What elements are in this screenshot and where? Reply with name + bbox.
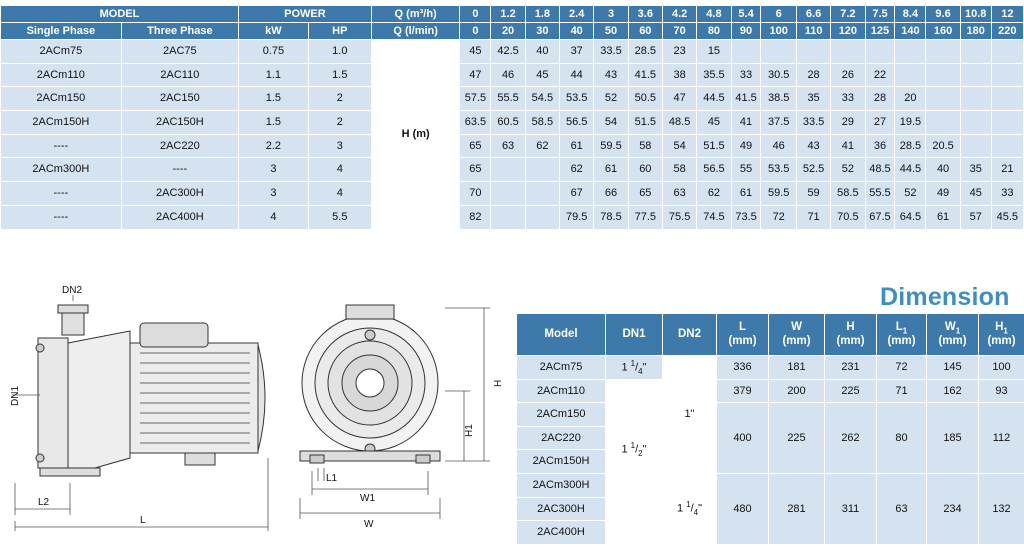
head-value: 22 <box>865 63 895 87</box>
head-value <box>960 134 991 158</box>
head-value: 47 <box>662 87 696 111</box>
head-value: 26 <box>831 63 865 87</box>
head-value <box>991 63 1023 87</box>
dim-h-header: H (mm) <box>825 314 877 356</box>
three-phase-model: 2AC400H <box>121 205 238 229</box>
dim-model-cell: 2ACm150 <box>517 403 606 427</box>
table-row <box>1 205 1024 229</box>
dim-h1-cell: 93 <box>979 379 1024 403</box>
flow-lmin-cell: 20 <box>491 23 525 40</box>
q-m3h-header: Q (m³/h) <box>371 6 460 23</box>
pump-casing <box>68 331 130 468</box>
outlet-flange <box>62 311 84 335</box>
head-value: 51.5 <box>697 134 731 158</box>
terminal-box <box>140 323 208 347</box>
head-value: 45 <box>525 63 559 87</box>
head-value <box>491 182 525 206</box>
dim-dn2-cell: 1 $^1/_4$" <box>663 473 717 544</box>
flow-m3h-cell: 7.5 <box>865 6 895 23</box>
head-value: 46 <box>491 63 525 87</box>
power-hp: 1.0 <box>308 40 371 64</box>
dim-h1-cell: 132 <box>979 473 1024 544</box>
dim-w-header: W (mm) <box>769 314 825 356</box>
table-row <box>1 158 1024 182</box>
dim-l-cell: 379 <box>717 379 769 403</box>
three-phase-model: 2AC110 <box>121 63 238 87</box>
head-value: 41.5 <box>628 63 662 87</box>
flow-lmin-cell: 220 <box>991 23 1023 40</box>
head-value: 79.5 <box>560 205 594 229</box>
head-value: 67 <box>560 182 594 206</box>
head-value: 33 <box>731 63 761 87</box>
head-value: 45 <box>460 40 491 64</box>
label-dn2: DN2 <box>62 285 83 296</box>
label-h: H <box>493 379 504 387</box>
head-label: H (m) <box>371 40 460 230</box>
dim-dn2-cell: 1" <box>663 356 717 474</box>
head-value: 57 <box>960 205 991 229</box>
three-phase-model: 2AC150H <box>121 111 238 135</box>
label-dn1: DN1 <box>10 385 21 406</box>
head-value: 47 <box>460 63 491 87</box>
head-value: 44 <box>560 63 594 87</box>
head-value: 70.5 <box>831 205 865 229</box>
head-value <box>796 40 830 64</box>
flow-m3h-cell: 7.2 <box>831 6 865 23</box>
flow-m3h-cell: 3 <box>594 6 628 23</box>
head-value: 58 <box>662 158 696 182</box>
head-value: 72 <box>761 205 796 229</box>
head-value: 62 <box>560 158 594 182</box>
head-value: 63 <box>491 134 525 158</box>
head-value: 36 <box>865 134 895 158</box>
head-value <box>865 40 895 64</box>
dim-l1-cell: 63 <box>877 473 927 544</box>
outlet-cap <box>58 305 88 313</box>
motor-body <box>130 343 258 453</box>
head-value: 44.5 <box>895 158 926 182</box>
head-value: 38.5 <box>761 87 796 111</box>
dim-model-cell: 2ACm110 <box>517 379 606 403</box>
single-phase-model: 2ACm150 <box>1 87 122 111</box>
head-value: 45 <box>960 182 991 206</box>
inlet-flange <box>38 338 68 468</box>
single-phase-model: 2ACm75 <box>1 40 122 64</box>
head-value: 60.5 <box>491 111 525 135</box>
head-value: 70 <box>460 182 491 206</box>
power-hp: 4 <box>308 182 371 206</box>
flow-lmin-cell: 80 <box>697 23 731 40</box>
three-phase-header: Three Phase <box>121 23 238 40</box>
head-value: 40 <box>525 40 559 64</box>
three-phase-model: ---- <box>121 158 238 182</box>
performance-table-body <box>1 40 1024 230</box>
flow-m3h-cell: 4.2 <box>662 6 696 23</box>
head-value <box>991 134 1023 158</box>
head-value: 28 <box>796 63 830 87</box>
head-value: 61 <box>560 134 594 158</box>
dim-l1-header: $L_1$ (mm) <box>877 314 927 356</box>
head-value <box>926 40 960 64</box>
q-lmin-header: Q (l/min) <box>371 23 460 40</box>
dim-w-cell: 181 <box>769 356 825 380</box>
dim-h-cell: 262 <box>825 403 877 474</box>
head-value: 30.5 <box>761 63 796 87</box>
flow-m3h-cell: 6.6 <box>796 6 830 23</box>
head-value: 35.5 <box>697 63 731 87</box>
head-value: 49 <box>731 134 761 158</box>
single-phase-model: 2ACm150H <box>1 111 122 135</box>
base-foot-right <box>185 453 215 465</box>
dim-w-cell: 225 <box>769 403 825 474</box>
dim-model-cell: 2ACm300H <box>517 473 606 497</box>
head-value: 51.5 <box>628 111 662 135</box>
head-value: 54 <box>662 134 696 158</box>
label-l1: L1 <box>326 473 338 484</box>
head-value: 45.5 <box>991 205 1023 229</box>
flow-m3h-cell: 10.8 <box>960 6 991 23</box>
head-value: 59.5 <box>761 182 796 206</box>
table-row <box>1 87 1024 111</box>
single-phase-model: 2ACm300H <box>1 158 122 182</box>
three-phase-model: 2AC150 <box>121 87 238 111</box>
dim-dn1-header: DN1 <box>606 314 663 356</box>
head-value <box>960 111 991 135</box>
head-value <box>991 87 1023 111</box>
power-hp: 2 <box>308 111 371 135</box>
dim-l1-cell: 71 <box>877 379 927 403</box>
flow-m3h-cell: 6 <box>761 6 796 23</box>
head-value: 52 <box>831 158 865 182</box>
head-value: 60 <box>628 158 662 182</box>
table-row <box>517 473 1024 497</box>
dim-l1-cell: 72 <box>877 356 927 380</box>
dim-w1-cell: 185 <box>927 403 979 474</box>
head-value: 21 <box>991 158 1023 182</box>
head-value: 62 <box>697 182 731 206</box>
head-value <box>831 40 865 64</box>
dim-w-cell: 281 <box>769 473 825 544</box>
power-header: POWER <box>239 6 372 23</box>
head-value: 65 <box>460 134 491 158</box>
dim-h-cell: 311 <box>825 473 877 544</box>
single-phase-header: Single Phase <box>1 23 122 40</box>
flow-lmin-cell: 140 <box>895 23 926 40</box>
dim-w1-cell: 145 <box>927 356 979 380</box>
head-value: 54.5 <box>525 87 559 111</box>
head-value: 66 <box>594 182 628 206</box>
head-value: 64.5 <box>895 205 926 229</box>
flow-m3h-cell: 3.6 <box>628 6 662 23</box>
front-terminal-box <box>346 305 394 319</box>
head-value: 59 <box>796 182 830 206</box>
head-value <box>895 40 926 64</box>
single-phase-model: ---- <box>1 205 122 229</box>
power-hp: 1.5 <box>308 63 371 87</box>
head-value: 58 <box>628 134 662 158</box>
head-value: 55.5 <box>491 87 525 111</box>
head-value: 55.5 <box>865 182 895 206</box>
flow-lmin-cell: 50 <box>594 23 628 40</box>
head-value: 40 <box>926 158 960 182</box>
dim-h1-header: $H_1$ (mm) <box>979 314 1024 356</box>
flow-m3h-cell: 4.8 <box>697 6 731 23</box>
head-value: 37 <box>560 40 594 64</box>
head-value: 44.5 <box>697 87 731 111</box>
head-value: 73.5 <box>731 205 761 229</box>
head-value: 45 <box>697 111 731 135</box>
flow-lmin-cell: 100 <box>761 23 796 40</box>
dim-l-cell: 480 <box>717 473 769 544</box>
table-row <box>1 182 1024 206</box>
head-value: 41 <box>731 111 761 135</box>
head-value: 71 <box>796 205 830 229</box>
head-value: 58.5 <box>831 182 865 206</box>
head-value: 65 <box>628 182 662 206</box>
head-value <box>761 40 796 64</box>
head-value: 41 <box>831 134 865 158</box>
head-value: 29 <box>831 111 865 135</box>
head-value <box>926 63 960 87</box>
hp-header: HP <box>308 23 371 40</box>
head-value <box>991 111 1023 135</box>
head-value: 37.5 <box>761 111 796 135</box>
three-phase-model: 2AC300H <box>121 182 238 206</box>
flow-lmin-cell: 120 <box>831 23 865 40</box>
head-value: 35 <box>796 87 830 111</box>
flow-m3h-cell: 12 <box>991 6 1023 23</box>
head-value: 59.5 <box>594 134 628 158</box>
dim-dn1-cell-empty <box>606 521 663 545</box>
head-value: 20.5 <box>926 134 960 158</box>
head-value: 61 <box>926 205 960 229</box>
front-view <box>300 305 440 463</box>
dim-model-header: Model <box>517 314 606 356</box>
head-value: 28.5 <box>895 134 926 158</box>
power-hp: 4 <box>308 158 371 182</box>
head-value: 63.5 <box>460 111 491 135</box>
flow-m3h-cell: 8.4 <box>895 6 926 23</box>
dim-dn1-cell: 1 $^1/_2$" <box>606 379 663 521</box>
table-row <box>1 40 1024 64</box>
power-kw: 1.5 <box>239 87 309 111</box>
head-value: 78.5 <box>594 205 628 229</box>
head-value: 62 <box>525 134 559 158</box>
single-phase-model: ---- <box>1 182 122 206</box>
flow-lmin-cell: 40 <box>560 23 594 40</box>
head-value: 33 <box>991 182 1023 206</box>
three-phase-model: 2AC75 <box>121 40 238 64</box>
dim-w1-cell: 162 <box>927 379 979 403</box>
dim-model-cell: 2ACm75 <box>517 356 606 380</box>
dim-w1-cell: 234 <box>927 473 979 544</box>
head-value <box>960 87 991 111</box>
power-kw: 0.75 <box>239 40 309 64</box>
head-value: 74.5 <box>697 205 731 229</box>
table-row <box>517 379 1024 403</box>
flow-m3h-cell: 0 <box>460 6 491 23</box>
head-value: 65 <box>460 158 491 182</box>
flow-m3h-cell: 9.6 <box>926 6 960 23</box>
head-value <box>960 63 991 87</box>
head-value: 61 <box>731 182 761 206</box>
table-row <box>1 111 1024 135</box>
table-row <box>517 356 1024 380</box>
header-row-2 <box>1 23 1024 40</box>
power-hp: 3 <box>308 134 371 158</box>
power-kw: 1.5 <box>239 111 309 135</box>
table-row <box>1 63 1024 87</box>
dim-l-cell: 336 <box>717 356 769 380</box>
dimension-title: Dimension <box>880 283 1010 311</box>
flow-lmin-cell: 180 <box>960 23 991 40</box>
flow-lmin-cell: 30 <box>525 23 559 40</box>
table-row <box>517 403 1024 427</box>
dim-w-cell: 200 <box>769 379 825 403</box>
head-value: 57.5 <box>460 87 491 111</box>
head-value: 48.5 <box>865 158 895 182</box>
flow-lmin-cell: 90 <box>731 23 761 40</box>
head-value: 52.5 <box>796 158 830 182</box>
head-value <box>525 205 559 229</box>
head-value: 46 <box>761 134 796 158</box>
head-value <box>491 205 525 229</box>
head-value: 50.5 <box>628 87 662 111</box>
flow-m3h-cell: 1.8 <box>525 6 559 23</box>
head-value <box>926 87 960 111</box>
flow-lmin-cell: 60 <box>628 23 662 40</box>
head-value <box>991 40 1023 64</box>
dim-l1-cell: 80 <box>877 403 927 474</box>
three-phase-model: 2AC220 <box>121 134 238 158</box>
head-value: 61 <box>594 158 628 182</box>
head-value: 35 <box>960 158 991 182</box>
single-phase-model: ---- <box>1 134 122 158</box>
performance-table <box>0 5 1024 230</box>
head-value: 77.5 <box>628 205 662 229</box>
dim-h-cell: 231 <box>825 356 877 380</box>
head-value <box>525 158 559 182</box>
label-w1: W1 <box>360 493 375 504</box>
flow-lmin-cell: 160 <box>926 23 960 40</box>
power-kw: 4 <box>239 205 309 229</box>
flow-lmin-cell: 110 <box>796 23 830 40</box>
dimension-table-body <box>517 356 1024 545</box>
power-kw: 2.2 <box>239 134 309 158</box>
head-value: 53.5 <box>560 87 594 111</box>
head-value: 56.5 <box>560 111 594 135</box>
head-value <box>731 40 761 64</box>
head-value: 38 <box>662 63 696 87</box>
dim-h-cell: 225 <box>825 379 877 403</box>
model-header: MODEL <box>1 6 239 23</box>
head-value <box>525 182 559 206</box>
head-value <box>895 63 926 87</box>
dim-dn2-header: DN2 <box>663 314 717 356</box>
pump-drawing <box>0 283 510 545</box>
power-kw: 3 <box>239 158 309 182</box>
dim-model-cell: 2AC400H <box>517 521 606 545</box>
head-value: 15 <box>697 40 731 64</box>
flow-m3h-cell: 2.4 <box>560 6 594 23</box>
head-value: 49 <box>926 182 960 206</box>
head-value: 52 <box>594 87 628 111</box>
dim-h1-cell: 112 <box>979 403 1024 474</box>
head-value: 58.5 <box>525 111 559 135</box>
dim-l-cell: 400 <box>717 403 769 474</box>
base-foot-left <box>40 468 100 476</box>
head-value: 43 <box>796 134 830 158</box>
dim-model-cell: 2ACm150H <box>517 450 606 474</box>
head-value: 23 <box>662 40 696 64</box>
label-l: L <box>140 515 146 526</box>
head-value: 56.5 <box>697 158 731 182</box>
flow-lmin-cell: 0 <box>460 23 491 40</box>
label-w: W <box>364 519 374 530</box>
head-value: 53.5 <box>761 158 796 182</box>
power-kw: 1.1 <box>239 63 309 87</box>
head-value: 75.5 <box>662 205 696 229</box>
power-hp: 5.5 <box>308 205 371 229</box>
side-view <box>36 305 265 476</box>
head-value: 33 <box>831 87 865 111</box>
head-value <box>491 158 525 182</box>
label-h1: H1 <box>464 424 475 437</box>
kw-header: kW <box>239 23 309 40</box>
flow-m3h-cell: 5.4 <box>731 6 761 23</box>
power-hp: 2 <box>308 87 371 111</box>
power-kw: 3 <box>239 182 309 206</box>
head-value <box>926 111 960 135</box>
head-value: 52 <box>895 182 926 206</box>
head-value: 33.5 <box>796 111 830 135</box>
head-value: 63 <box>662 182 696 206</box>
dim-dn1-cell: 1 $^1/_4$" <box>606 356 663 380</box>
label-l2: L2 <box>38 497 50 508</box>
header-row-1 <box>1 6 1024 23</box>
table-row <box>1 134 1024 158</box>
flow-m3h-cell: 1.2 <box>491 6 525 23</box>
flow-lmin-cell: 125 <box>865 23 895 40</box>
head-value: 28.5 <box>628 40 662 64</box>
head-value: 54 <box>594 111 628 135</box>
flow-lmin-cell: 70 <box>662 23 696 40</box>
head-value: 28 <box>865 87 895 111</box>
dimension-header-row <box>517 314 1024 356</box>
dim-h1-cell: 100 <box>979 356 1024 380</box>
head-value: 42.5 <box>491 40 525 64</box>
dim-model-cell: 2AC220 <box>517 426 606 450</box>
head-value: 33.5 <box>594 40 628 64</box>
head-value: 67.5 <box>865 205 895 229</box>
head-value: 27 <box>865 111 895 135</box>
head-value: 55 <box>731 158 761 182</box>
head-value: 41.5 <box>731 87 761 111</box>
dim-l-header: L (mm) <box>717 314 769 356</box>
head-value: 48.5 <box>662 111 696 135</box>
head-value: 82 <box>460 205 491 229</box>
dimension-table <box>516 313 1024 545</box>
head-value: 19.5 <box>895 111 926 135</box>
dim-model-cell: 2AC300H <box>517 497 606 521</box>
head-value <box>960 40 991 64</box>
head-value: 20 <box>895 87 926 111</box>
single-phase-model: 2ACm110 <box>1 63 122 87</box>
fan-cover <box>258 345 265 451</box>
dim-w1-header: $W_1$ (mm) <box>927 314 979 356</box>
head-value: 43 <box>594 63 628 87</box>
